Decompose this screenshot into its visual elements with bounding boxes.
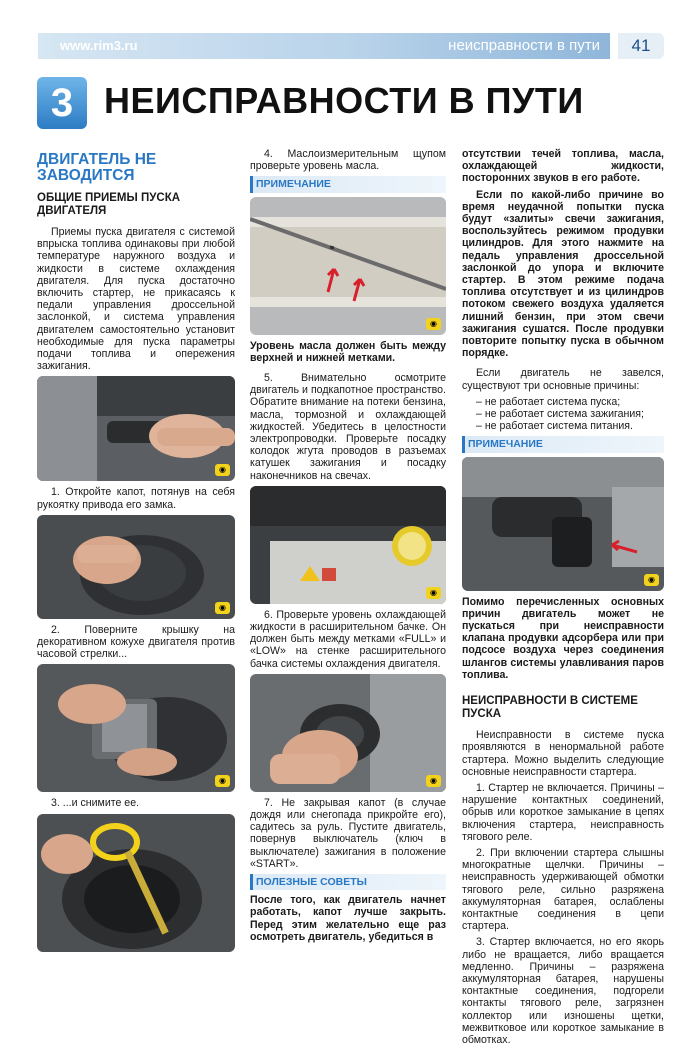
intro-paragraph: Приемы пуска двигателя с системой впрыска топлива одинаковы при любой температуре наружного воздуха и жидкости в системе охлаждения двигателя. Для пуска достаточно включить стартер, не прикасаясь к педали управления дроссельной заслонкой, и система управления двигателем самостоятельно установит необходимые для пуска параметры подачи топлива и опережения зажигания. [37, 226, 235, 373]
step-3-text: 3. ...и снимите ее. [51, 797, 140, 810]
list-item: – не работает система питания. [476, 420, 633, 433]
camera-icon: ◉ [426, 775, 441, 787]
fault-2-text: 2. При включении стартера слышны многократные щелчки. Причины – неисправность удерживающей обмотки тягового реле, сильно разряжена аккумуляторная батарея, ослаблены контактные соединения в цепи стартера. [462, 846, 664, 933]
site-url: www.rim3.ru [60, 38, 138, 53]
step-5-text: 5. Внимательно осмотрите двигатель и подкапотное пространство. Обратите внимание на потеки бензина, масла, тормозной и охлаждающей жидкостей. Убедитесь в целостности электропроводки. Проверьте посадку колодок жгута проводов в разъемах катушек зажигания и посадку наконечников на свечах. [250, 372, 446, 482]
fault-3-text: 3. Стартер включается, но его якорь либо не вращается, либо вращается медленно. Причины – разряжена аккумуляторная батарея, нарушены контактные соединения, подгорели контакты тягового реле, загрязнен коллектор или изношены щетки, межвитковое или короткое замыкание в обмотках. [462, 936, 664, 1046]
reasons-list [462, 396, 664, 433]
camera-icon: ◉ [426, 318, 441, 330]
chapter-title: НЕИСПРАВНОСТИ В ПУТИ [104, 80, 584, 121]
subsection-title: ОБЩИЕ ПРИЕМЫ ПУСКА ДВИГАТЕЛЯ [37, 192, 181, 217]
step-6-text: 6. Проверьте уровень охлаждающей жидкости в расширительном бачке. Он должен быть между метками «FULL» и «LOW» на стенке расширительного бачка системы охлаждения двигателя. [250, 608, 446, 670]
tips-label: ПОЛЕЗНЫЕ СОВЕТЫ [250, 874, 446, 890]
list-item: – не работает система зажигания; [476, 408, 644, 421]
photo-coolant-tank [250, 486, 446, 604]
photo-purge-valve [462, 457, 664, 591]
purge-valve-caption: Помимо перечисленных основных причин двигатель может не пускаться при неисправности клапана продувки адсорбера или при подсосе воздуха через соединения шлангов системы улавливания паров топлива. [462, 595, 664, 681]
section-title-engine-no-start: ДВИГАТЕЛЬ НЕ ЗАВОДИТСЯ [37, 151, 157, 184]
section-title-start-system: НЕИСПРАВНОСТИ В СИСТЕМЕ ПУСКА [462, 695, 638, 721]
column-2 [250, 148, 446, 947]
tips-text: После того, как двигатель начнет работать, капот лучше закрыть. Перед этим желательно еще раз осмотреть двигатель, убедиться в [250, 894, 446, 943]
chapter-number: 3 [37, 77, 87, 129]
photo-ignition-key [250, 674, 446, 792]
note-label: ПРИМЕЧАНИЕ [462, 436, 664, 452]
tips-continuation: отсутствии течей топлива, масла, охлаждающей жидкости, посторонних звуков в его работе. [462, 148, 664, 185]
photo-cap-removed [37, 664, 235, 792]
photo-oil-dipstick [37, 814, 235, 952]
step-1-text: 1. Откройте капот, потянув на себя рукоятку привода его замка. [37, 486, 235, 511]
step-2-text: 2. Поверните крышку на декоративном кожухе двигателя против часовой стрелки... [37, 623, 235, 661]
reasons-intro: Если двигатель не завелся, существуют три основные причины: [462, 367, 664, 392]
start-system-intro: Неисправности в системе пуска проявляются в ненормальной работе стартера. Можно выделить следующие основные неисправности стартера. [462, 729, 664, 778]
camera-icon: ◉ [215, 775, 230, 787]
column-1 [37, 148, 235, 957]
camera-icon: ◉ [644, 574, 659, 586]
camera-icon: ◉ [426, 587, 441, 599]
photo-hood-release [37, 376, 235, 481]
page-number: 41 [618, 33, 664, 59]
photo-oil-level-marks [250, 197, 446, 335]
list-item: – не работает система пуска; [476, 395, 621, 408]
note-label: ПРИМЕЧАНИЕ [250, 176, 446, 192]
oil-level-caption: Уровень масла должен быть между верхней и нижней метками. [250, 339, 446, 364]
fault-1-text: 1. Стартер не включается. Причины – нарушение контактных соединений, обрыв или короткое замыкание в цепях включения стартера, неисправность тягового реле. [462, 781, 664, 843]
purge-mode-text: Если по какой-либо причине во время неудачной попытки пуска будут «залиты» свечи зажигания, воспользуйтесь режимом продувки цилиндров. Для этого нажмите на педаль управления дроссельной заслонкой до упора и включите стартер. В этом режиме подача топлива отсутствует и из цилиндров потоком свежего воздуха удаляется лишний бензин, при этом свечи зажигания сушатся. После продувки повторите попытку пуска в обычном порядке. [462, 188, 664, 360]
step-7-text: 7. Не закрывая капот (в случае дождя или снегопада прикройте его), садитесь за руль. Пустите двигатель, повернув выключатель (ключ в выключателе) зажигания в положение «START». [250, 796, 446, 870]
camera-icon: ◉ [215, 602, 230, 614]
column-3 [462, 148, 664, 1050]
running-header [38, 33, 610, 59]
running-header-title: неисправности в пути [448, 37, 600, 54]
step-4-text: 4. Маслоизмерительным щупом проверьте уровень масла. [250, 148, 446, 173]
camera-icon: ◉ [215, 464, 230, 476]
photo-cover-cap-turn [37, 515, 235, 619]
